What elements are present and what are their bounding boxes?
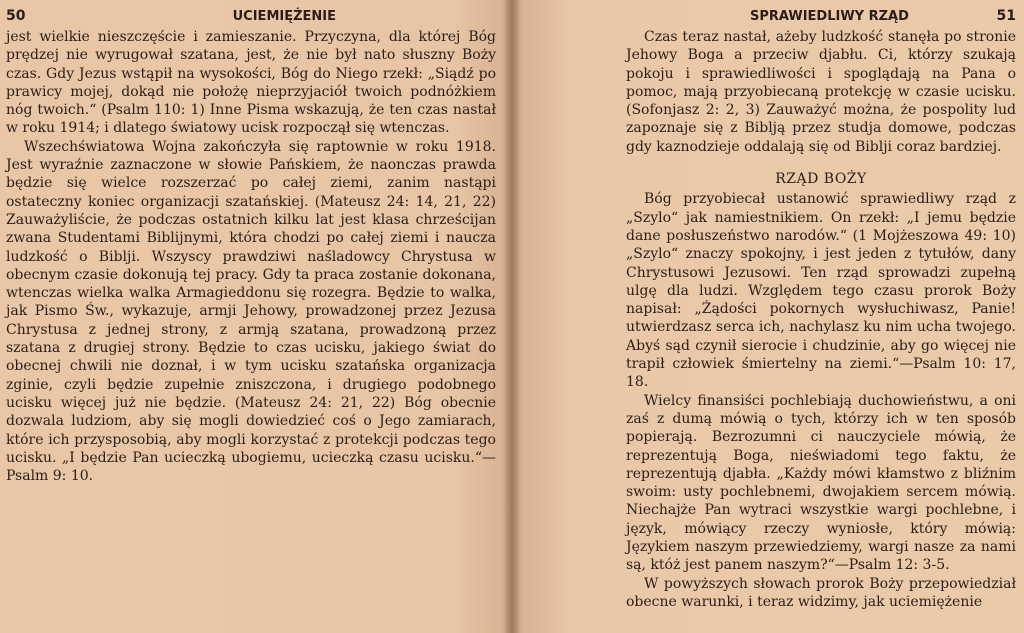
right-section-paragraph-1: Bóg przyobiecał ustanowić sprawiedliwy rząd z „Szylo“ jak namiestnikiem. On rzekł: „I jemu będzie dane posłuszeństwo narodów.“ (1 Mojżeszowa 49: 10) „Szylo“ znaczy spokojny, i jest jeden z tytułów, dany Chrystusowi Jezusowi. Ten rząd sprowadzi zupełną ulgę dla ludzi. Względem tego czasu prorok Boży napisał: „Żądości pokornych wysłuchiwasz, Panie! utwierdzasz serca ich, nachylasz ku nim ucha twojego. Abyś sąd czynił sierocie i chudzinie, aby go więcej nie trapił człowiek śmiertelny na ziemi.“—Psalm 10: 17, 18. xyxy=(626,191,1016,391)
right-section-paragraph-2: Wielcy finansiści pochlebiają duchowieństwu, a oni zaś z dumą mówią o tych, którzy ich w ten sposób popierają. Bezrozumni ci nauczyciele mówią, że reprezentują Boga, nieświadomi tego faktu, że reprezentują djabła. „Każdy mówi kłamstwo z bliźnim swoim: usty pochlebnemi, dwojakiem sercem mówią. Niechajże Pan wytraci wszystkie wargi pochlebne, i język, mówiący rzeczy wyniosłe, który mówią: Językiem naszym przewiedziemy, wargi nasze za nami są, któż jest panem naszym?“—Psalm 12: 3-5. xyxy=(626,392,1016,574)
right-page xyxy=(516,0,1024,633)
right-section-paragraph-3: W powyższych słowach prorok Boży przepowiedział obecne warunki, i teraz widzimy, jak uciemiężenie xyxy=(626,575,1016,610)
left-paragraph-2: Wszechświatowa Wojna zakończyła się raptownie w roku 1918. Jest wyraźnie zaznaczone w słowie Pańskiem, że naonczas prawda będzie się wielce rozszerzać po całej ziemi, zanim nastąpi ostateczny koniec organizacji szatańskiej. (Mateusz 24: 14, 21, 22) Zauważyliście, że podczas ostatnich kilku lat jest klasa chrześcijan zwana Studentami Biblijnymi, która chodzi po całej ziemi i naucza ludzkość o Biblji. Wszyscy prawdziwi naśladowcy Chrystusa w obecnym czasie dokonują tej pracy. Gdy ta praca zostanie dokonana, wtenczas wielka walka Armagieddonu się rozegra. Będzie to walka, jak Pismo Św., wykazuje, armji Jehowy, prowadzonej przez Jezusa Chrystusa z jednej strony, z armją szatana, prowadzoną przez szatana z drugiej strony. Będzie to czas ucisku, jakiego świat do obecnej chwili nie doznał, i w tym ucisku szatańska organizacja zginie, czyli będzie zupełnie zniszczona, i drugiego podobnego ucisku więcej już nie będzie. (Mateusz 24: 21, 22) Bóg obecnie dozwala ludziom, aby się mogli dowiedzieć coś o Jego zamiarach, które ich przysposobią, aby mogli korzystać z protekcji podczas tego ucisku. „I będzie Pan ucieczką ubogiemu, ucieczką czasu ucisku.“—Psalm 9: 10. xyxy=(6,138,496,485)
left-running-title: UCIEMIĘŻENIE xyxy=(232,9,336,24)
left-page-header xyxy=(6,4,496,28)
right-page-number: 51 xyxy=(996,8,1016,24)
right-page-body xyxy=(626,28,1016,611)
section-heading: RZĄD BOŻY xyxy=(775,171,867,188)
right-running-title: SPRAWIEDLIWY RZĄD xyxy=(750,9,909,24)
right-paragraph-1: Czas teraz nastał, ażeby ludzkość stanęła po stronie Jehowy Boga a przeciw djabłu. Ci, którzy szukają pokoju i sprawiedliwości i spoglądają na Pana o pomoc, mają przyobiecaną protekcję w czasie ucisku. (Sofonjasz 2: 2, 3) Zauważyć można, że pospolity lud zapoznaje się z Biblją przez studja domowe, podczas gdy kaznodzieje oddalają się od Biblji coraz bardziej. xyxy=(626,29,1016,155)
left-paragraph-1: jest wielkie nieszczęście i zamieszanie. Przyczyna, dla której Bóg prędzej nie wyrugował szatana, jest, że nie był nato słuszny Boży czas. Gdy Jezus wstąpił na wysokości, Bóg do Niego rzekł: „Siądź po prawicy mojej, dokąd nie położę nieprzyjaciół twoich podnóżkiem nóg twoich.“ (Psalm 110: 1) Inne Pisma wskazują, że ten czas nastał w roku 1914; i dlatego światowy ucisk rozpoczął się wtenczas. xyxy=(6,29,496,137)
left-page-number: 50 xyxy=(6,8,26,24)
left-page xyxy=(0,0,508,633)
left-page-body xyxy=(6,28,496,485)
right-page-header xyxy=(626,4,1016,28)
